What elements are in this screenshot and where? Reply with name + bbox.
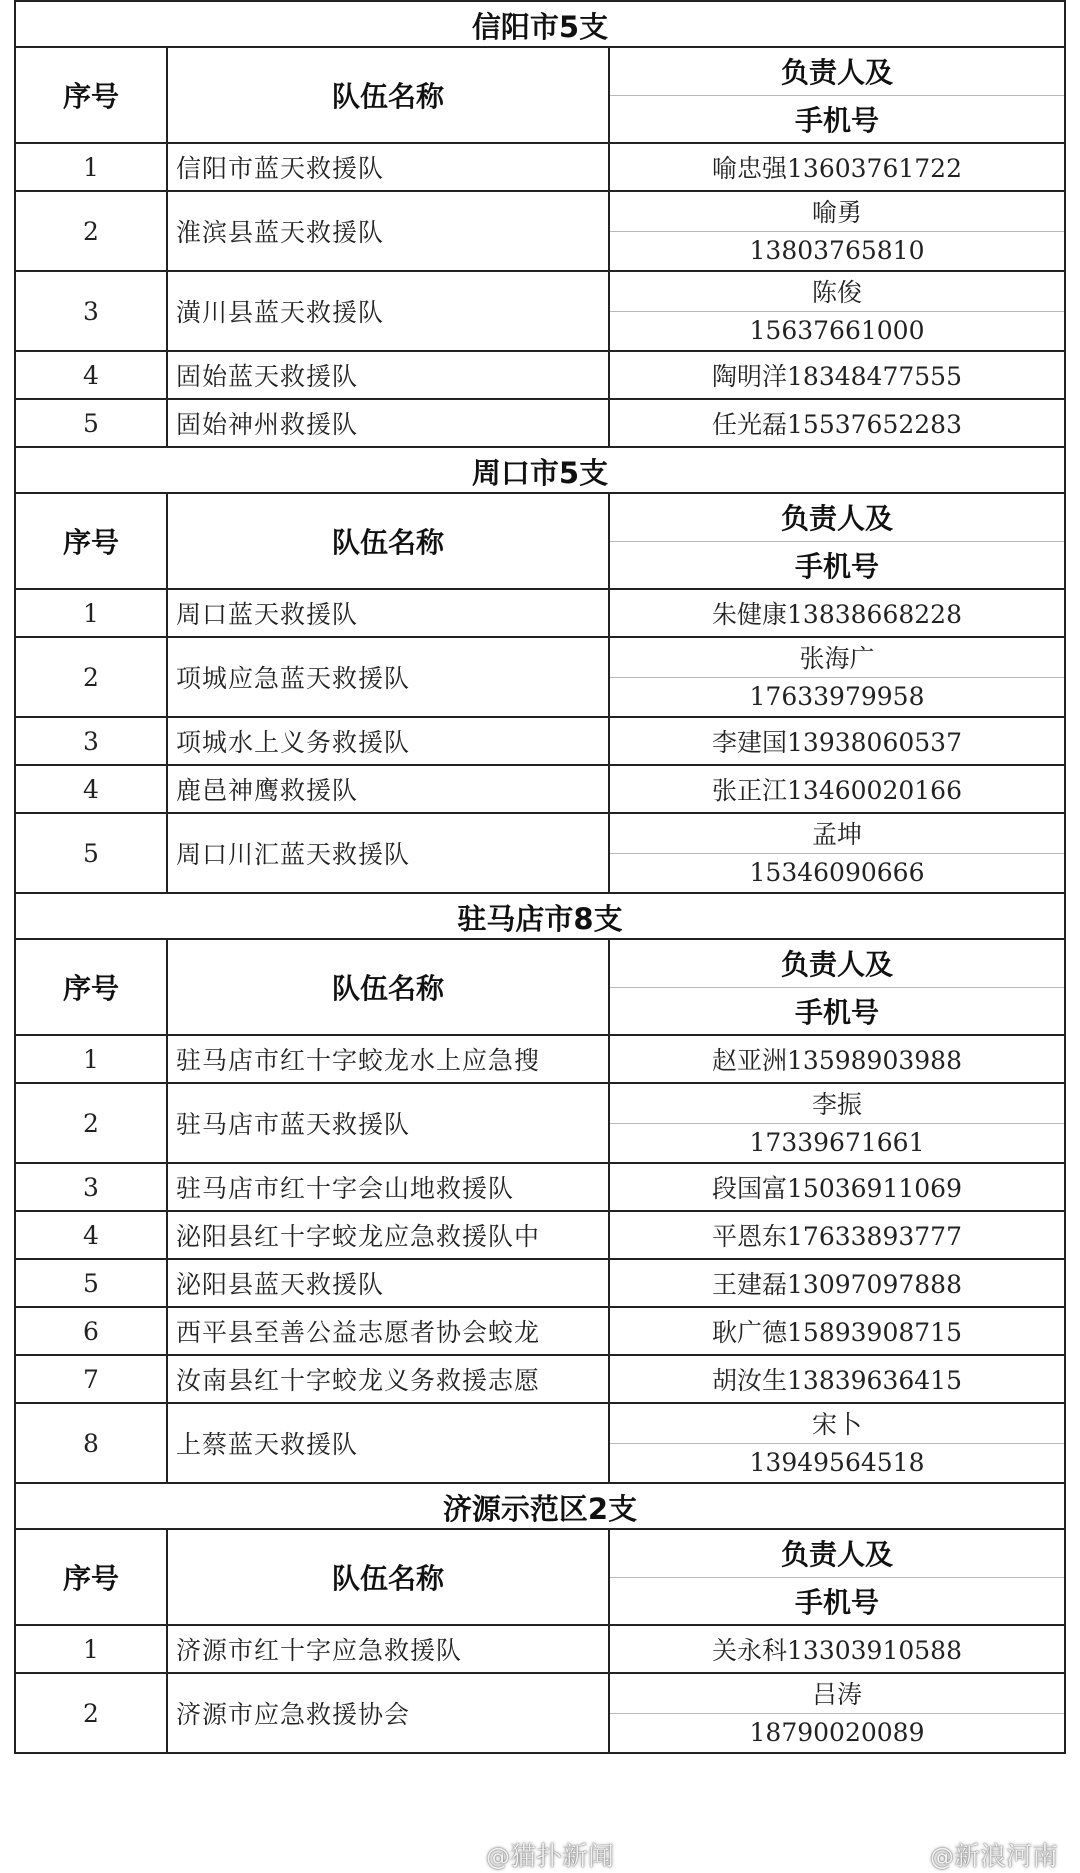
watermark-left-text: 猫扑新闻 bbox=[510, 1842, 615, 1872]
table-row bbox=[14, 1404, 1066, 1484]
table-row bbox=[14, 1164, 1066, 1212]
header-contact-line2: 手机号 bbox=[794, 995, 879, 1029]
header-contact-line1: 负责人及 bbox=[610, 940, 1064, 988]
header-contact-line2: 手机号 bbox=[794, 1585, 879, 1619]
table-header bbox=[14, 48, 1066, 144]
contact-person-phone: 胡汝生13839636415 bbox=[712, 1366, 962, 1395]
table-row bbox=[14, 144, 1066, 192]
row-no: 1 bbox=[14, 144, 166, 190]
team-name: 固始蓝天救援队 bbox=[166, 352, 608, 398]
table-row bbox=[14, 590, 1066, 638]
row-no: 3 bbox=[14, 1164, 166, 1210]
row-no: 2 bbox=[14, 1084, 166, 1162]
header-team-name: 队伍名称 bbox=[166, 1530, 608, 1624]
row-no: 1 bbox=[14, 1036, 166, 1082]
team-name: 驻马店市蓝天救援队 bbox=[166, 1084, 608, 1162]
header-no: 序号 bbox=[14, 1530, 166, 1624]
contact-person-phone: 喻忠强13603761722 bbox=[712, 154, 962, 183]
row-no: 3 bbox=[14, 272, 166, 350]
contact-cell bbox=[608, 144, 1066, 190]
weibo-at-icon: @ bbox=[486, 1843, 510, 1871]
section-title-text: 济源示范区2支 bbox=[442, 1491, 638, 1526]
row-no: 1 bbox=[14, 1626, 166, 1672]
table-row bbox=[14, 638, 1066, 718]
contact-cell bbox=[608, 766, 1066, 812]
header-team-name: 队伍名称 bbox=[166, 940, 608, 1034]
row-no: 8 bbox=[14, 1404, 166, 1482]
header-contact bbox=[608, 1530, 1066, 1624]
contact-person: 喻勇 bbox=[610, 192, 1064, 232]
section-title bbox=[14, 2, 1066, 48]
header-team-name: 队伍名称 bbox=[166, 48, 608, 142]
contact-cell bbox=[608, 272, 1066, 350]
watermark-right bbox=[930, 1836, 1058, 1873]
rescue-team-directory bbox=[14, 0, 1066, 1873]
contact-person-phone: 关永科13303910588 bbox=[712, 1636, 962, 1665]
contact-cell bbox=[608, 1260, 1066, 1306]
contact-person-phone: 陶明洋18348477555 bbox=[712, 362, 962, 391]
contact-phone: 13803765810 bbox=[749, 236, 925, 266]
contact-cell bbox=[608, 1036, 1066, 1082]
contact-phone: 13949564518 bbox=[749, 1448, 925, 1478]
header-team-name: 队伍名称 bbox=[166, 494, 608, 588]
row-no: 7 bbox=[14, 1356, 166, 1402]
watermark-right-text: 新浪河南 bbox=[954, 1842, 1059, 1872]
team-name: 周口川汇蓝天救援队 bbox=[166, 814, 608, 892]
table-row bbox=[14, 814, 1066, 894]
header-contact-line2: 手机号 bbox=[794, 103, 879, 137]
team-name: 淮滨县蓝天救援队 bbox=[166, 192, 608, 270]
watermark-left bbox=[486, 1836, 614, 1873]
header-no: 序号 bbox=[14, 940, 166, 1034]
row-no: 4 bbox=[14, 766, 166, 812]
contact-person-phone: 任光磊15537652283 bbox=[712, 410, 962, 439]
team-name: 汝南县红十字蛟龙义务救援志愿 bbox=[166, 1356, 608, 1402]
table-row bbox=[14, 272, 1066, 352]
contact-phone: 17339671661 bbox=[749, 1128, 925, 1158]
contact-cell bbox=[608, 718, 1066, 764]
contact-person: 张海广 bbox=[610, 638, 1064, 678]
team-name: 驻马店市红十字会山地救援队 bbox=[166, 1164, 608, 1210]
header-contact-line1: 负责人及 bbox=[610, 48, 1064, 96]
team-name: 项城应急蓝天救援队 bbox=[166, 638, 608, 716]
table-header bbox=[14, 940, 1066, 1036]
team-name: 济源市红十字应急救援队 bbox=[166, 1626, 608, 1672]
header-contact-line1: 负责人及 bbox=[610, 494, 1064, 542]
contact-person: 吕涛 bbox=[610, 1674, 1064, 1714]
team-name: 项城水上义务救援队 bbox=[166, 718, 608, 764]
section-title bbox=[14, 1484, 1066, 1530]
row-no: 3 bbox=[14, 718, 166, 764]
contact-person: 宋卜 bbox=[610, 1404, 1064, 1444]
contact-cell bbox=[608, 1674, 1066, 1752]
contact-person-phone: 平恩东17633893777 bbox=[712, 1222, 962, 1251]
contact-cell bbox=[608, 1626, 1066, 1672]
section-title-text: 周口市5支 bbox=[471, 455, 609, 490]
table-row bbox=[14, 400, 1066, 448]
team-name: 上蔡蓝天救援队 bbox=[166, 1404, 608, 1482]
team-name: 潢川县蓝天救援队 bbox=[166, 272, 608, 350]
table-row bbox=[14, 1356, 1066, 1404]
team-name: 信阳市蓝天救援队 bbox=[166, 144, 608, 190]
contact-person-phone: 段国富15036911069 bbox=[712, 1174, 962, 1203]
header-contact bbox=[608, 48, 1066, 142]
table-header bbox=[14, 494, 1066, 590]
contact-person-phone: 李建国13938060537 bbox=[712, 728, 962, 757]
header-contact-line1: 负责人及 bbox=[610, 1530, 1064, 1578]
contact-person-phone: 朱健康13838668228 bbox=[712, 600, 962, 629]
contact-person: 孟坤 bbox=[610, 814, 1064, 854]
contact-cell bbox=[608, 352, 1066, 398]
team-name: 济源市应急救援协会 bbox=[166, 1674, 608, 1752]
row-no: 4 bbox=[14, 352, 166, 398]
contact-person-phone: 赵亚洲13598903988 bbox=[712, 1046, 962, 1075]
contact-cell bbox=[608, 814, 1066, 892]
team-name: 泌阳县红十字蛟龙应急救援队中 bbox=[166, 1212, 608, 1258]
contact-cell bbox=[608, 590, 1066, 636]
row-no: 5 bbox=[14, 400, 166, 446]
contact-cell bbox=[608, 1308, 1066, 1354]
row-no: 4 bbox=[14, 1212, 166, 1258]
header-contact-line2: 手机号 bbox=[794, 549, 879, 583]
contact-phone: 17633979958 bbox=[749, 682, 925, 712]
section-3 bbox=[14, 894, 1066, 1484]
section-2 bbox=[14, 448, 1066, 894]
weibo-at-icon: @ bbox=[930, 1843, 954, 1871]
team-name: 固始神州救援队 bbox=[166, 400, 608, 446]
contact-person-phone: 王建磊13097097888 bbox=[712, 1270, 962, 1299]
contact-phone: 18790020089 bbox=[749, 1718, 925, 1748]
contact-person-phone: 耿广德15893908715 bbox=[712, 1318, 962, 1347]
contact-cell bbox=[608, 638, 1066, 716]
team-name: 驻马店市红十字蛟龙水上应急搜 bbox=[166, 1036, 608, 1082]
table-row bbox=[14, 1260, 1066, 1308]
contact-cell bbox=[608, 1212, 1066, 1258]
contact-person: 陈俊 bbox=[610, 272, 1064, 312]
table-row bbox=[14, 352, 1066, 400]
row-no: 2 bbox=[14, 638, 166, 716]
table-row bbox=[14, 1084, 1066, 1164]
table-row bbox=[14, 718, 1066, 766]
header-contact bbox=[608, 494, 1066, 588]
contact-cell bbox=[608, 192, 1066, 270]
section-title-text: 驻马店市8支 bbox=[457, 901, 623, 936]
section-title-text: 信阳市5支 bbox=[471, 9, 609, 44]
row-no: 5 bbox=[14, 1260, 166, 1306]
table-row bbox=[14, 1674, 1066, 1754]
row-no: 6 bbox=[14, 1308, 166, 1354]
section-title bbox=[14, 894, 1066, 940]
section-4 bbox=[14, 1484, 1066, 1754]
table-row bbox=[14, 1212, 1066, 1260]
table-header bbox=[14, 1530, 1066, 1626]
team-name: 泌阳县蓝天救援队 bbox=[166, 1260, 608, 1306]
table-row bbox=[14, 1308, 1066, 1356]
row-no: 2 bbox=[14, 192, 166, 270]
table-row bbox=[14, 766, 1066, 814]
table-row bbox=[14, 1036, 1066, 1084]
row-no: 1 bbox=[14, 590, 166, 636]
contact-cell bbox=[608, 1164, 1066, 1210]
contact-person: 李振 bbox=[610, 1084, 1064, 1124]
table-row bbox=[14, 192, 1066, 272]
row-no: 2 bbox=[14, 1674, 166, 1752]
contact-cell bbox=[608, 1084, 1066, 1162]
row-no: 5 bbox=[14, 814, 166, 892]
team-name: 鹿邑神鹰救援队 bbox=[166, 766, 608, 812]
contact-person-phone: 张正江13460020166 bbox=[712, 776, 962, 805]
section-title bbox=[14, 448, 1066, 494]
header-contact bbox=[608, 940, 1066, 1034]
section-1 bbox=[14, 0, 1066, 448]
contact-phone: 15346090666 bbox=[749, 858, 925, 888]
header-no: 序号 bbox=[14, 494, 166, 588]
contact-phone: 15637661000 bbox=[749, 316, 925, 346]
contact-cell bbox=[608, 1404, 1066, 1482]
header-no: 序号 bbox=[14, 48, 166, 142]
team-name: 西平县至善公益志愿者协会蛟龙 bbox=[166, 1308, 608, 1354]
contact-cell bbox=[608, 400, 1066, 446]
contact-cell bbox=[608, 1356, 1066, 1402]
team-name: 周口蓝天救援队 bbox=[166, 590, 608, 636]
table-row bbox=[14, 1626, 1066, 1674]
